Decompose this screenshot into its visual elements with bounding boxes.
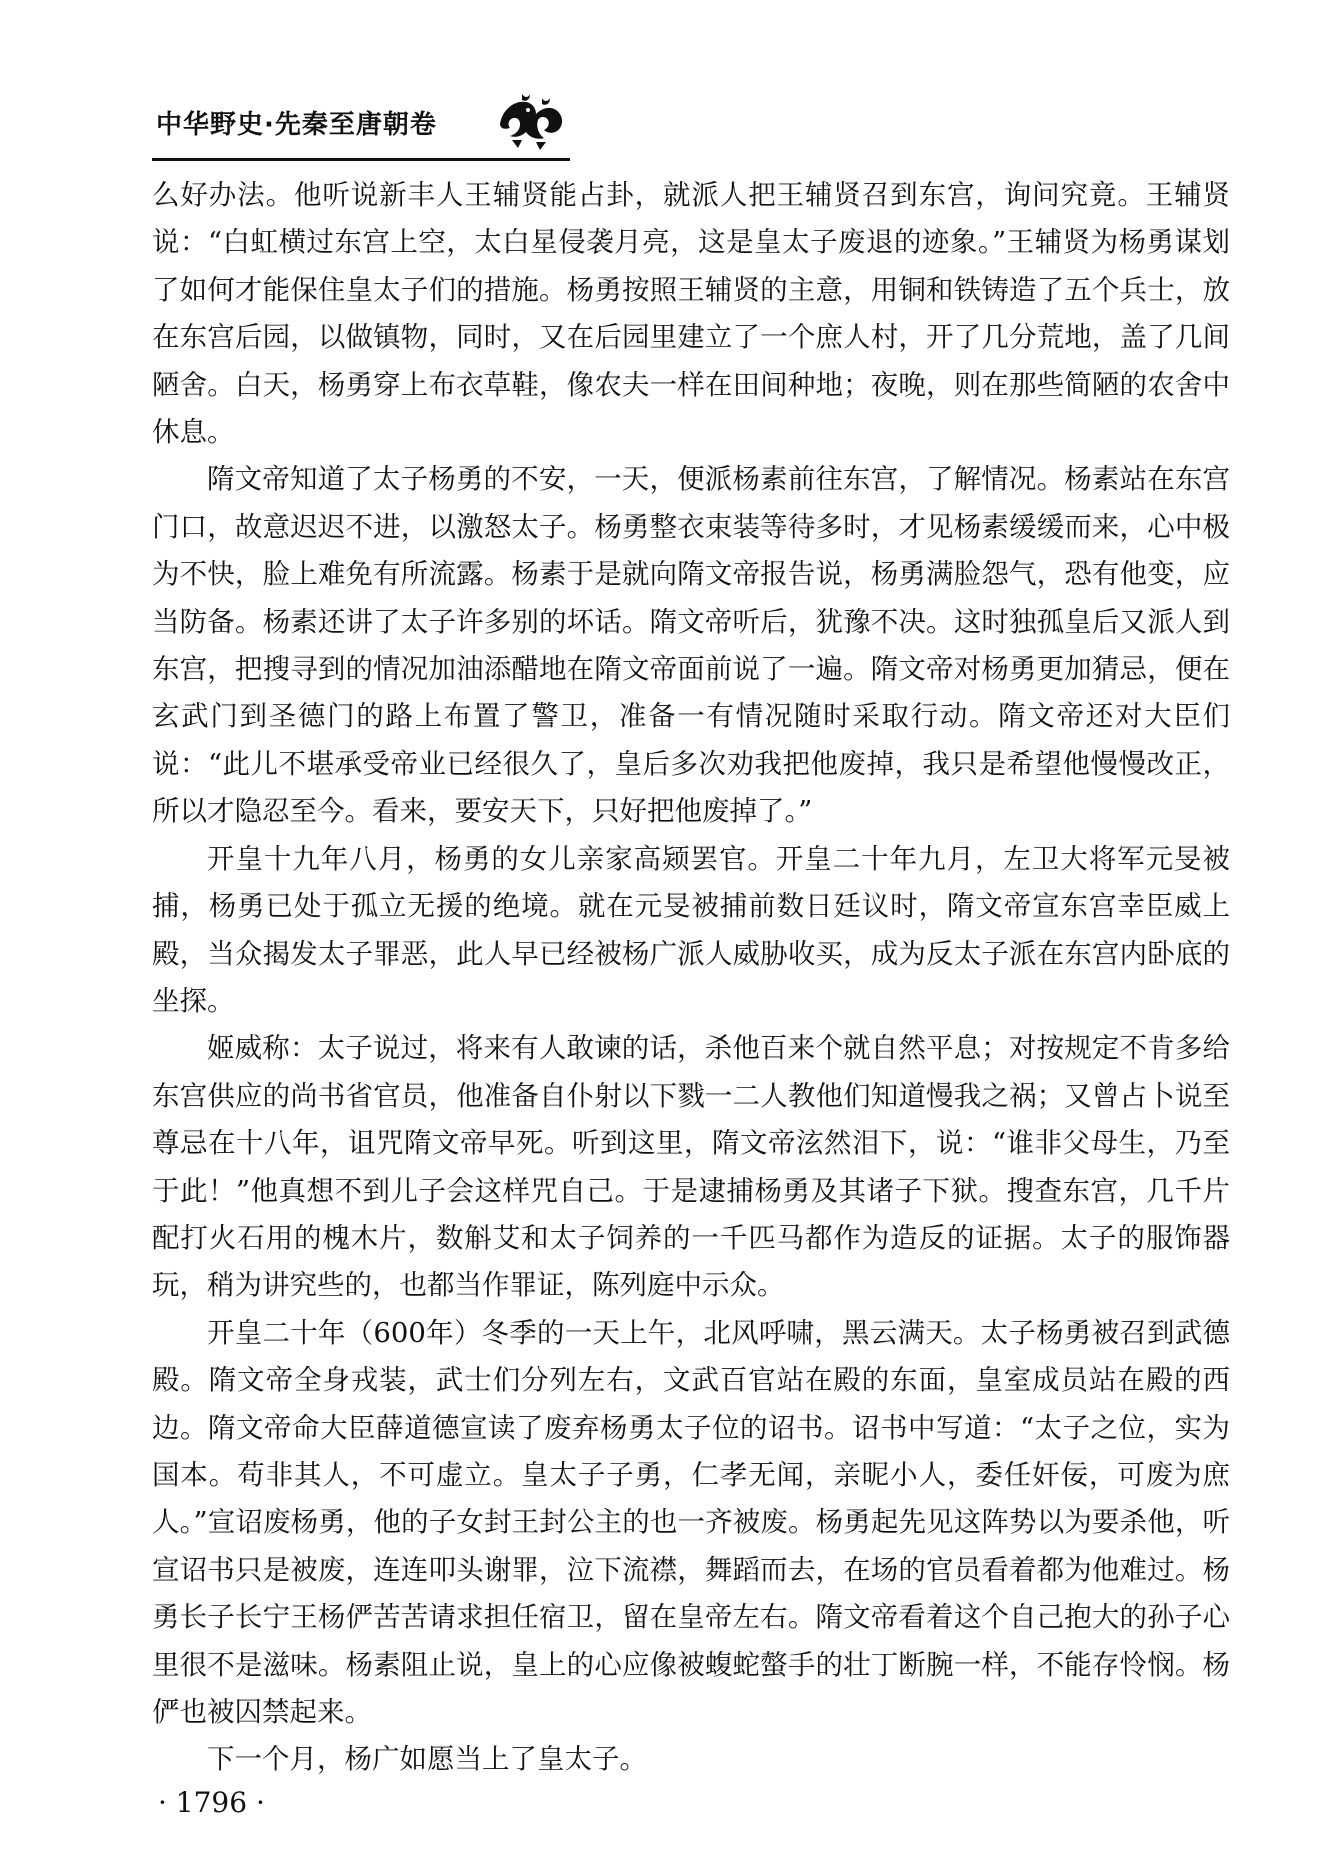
book-title: 中华野史·先秦至唐朝卷 (156, 110, 437, 140)
paragraph: 姬威称：太子说过，将来有人敢谏的话，杀他百来个就自然平息；对按规定不肯多给东宫供应的尚书省官员，他准备自仆射以下戮一二人教他们知道慢我之祸；又曾占卜说至尊忌在十八年，诅咒隋文帝早死。听到这里，隋文帝泫然泪下，说：“谁非父母生，乃至于此！”他真想不到儿子会这样咒自己。于是逮捕杨勇及其诸子下狱。搜查东宫，几千片配打火石用的槐木片，数斛艾和太子饲养的一千匹马都作为造反的证据。太子的服饰器玩，稍为讲究些的，也都当作罪证，陈列庭中示众。 (152, 1032, 1230, 1302)
paragraph: 开皇二十年（600年）冬季的一天上午，北风呼啸，黑云满天。太子杨勇被召到武德殿。隋文帝全身戎装，武士们分列左右，文武百官站在殿的东面，皇室成员站在殿的西边。隋文帝命大臣薛道德宣读了废弃杨勇太子位的诏书。诏书中写道：“太子之位，实为国本。苟非其人，不可虚立。皇太子子勇，仁孝无闻，亲昵小人，委任奸佞，可废为庶人。”宣诏废杨勇，他的子女封王封公主的也一齐被废。杨勇起先见这阵势以为要杀他，听宣诏书只是被废，连连叩头谢罪，泣下流襟，舞蹈而去，在场的官员看着都为他难过。杨勇长子长宁王杨俨苦苦请求担任宿卫，留在皇帝左右。隋文帝看着这个自己抱大的孙子心里很不是滋味。杨素阻止说，皇上的心应像被蝮蛇螫手的壮丁断腕一样，不能存怜悯。杨俨也被囚禁起来。 (152, 1316, 1230, 1728)
paragraph: 下一个月，杨广如愿当上了皇太子。 (207, 1743, 647, 1776)
header-rule (152, 158, 570, 161)
dragon-emblem-icon (492, 90, 570, 152)
paragraph: 么好办法。他听说新丰人王辅贤能占卦，就派人把王辅贤召到东宫，询问究竟。王辅贤说：“白虹横过东宫上空，太白星侵袭月亮，这是皇太子废退的迹象。”王辅贤为杨勇谋划了如何才能保住皇太子们的措施。杨勇按照王辅贤的主意，用铜和铁铸造了五个兵士，放在东宫后园，以做镇物，同时，又在后园里建立了一个庶人村，开了几分荒地，盖了几间陋舍。白天，杨勇穿上布衣草鞋，像农夫一样在田间种地；夜晚，则在那些简陋的农舍中休息。 (152, 179, 1230, 449)
body-text (152, 172, 1230, 1784)
running-header (152, 90, 570, 160)
page-number: · 1796 · (158, 1786, 265, 1819)
paragraph: 开皇十九年八月，杨勇的女儿亲家高颎罢官。开皇二十年九月，左卫大将军元旻被捕，杨勇已处于孤立无援的绝境。就在元旻被捕前数日廷议时，隋文帝宣东宫幸臣威上殿，当众揭发太子罪恶，此人早已经被杨广派人威胁收买，成为反太子派在东宫内卧底的坐探。 (152, 842, 1230, 1017)
paragraph: 隋文帝知道了太子杨勇的不安，一天，便派杨素前往东宫，了解情况。杨素站在东宫门口，故意迟迟不进，以激怒太子。杨勇整衣束装等待多时，才见杨素缓缓而来，心中极为不快，脸上难免有所流露。杨素于是就向隋文帝报告说，杨勇满脸怨气，恐有他变，应当防备。杨素还讲了太子许多别的坏话。隋文帝听后，犹豫不决。这时独孤皇后又派人到东宫，把搜寻到的情况加油添醋地在隋文帝面前说了一遍。隋文帝对杨勇更加猜忌，便在玄武门到圣德门的路上布置了警卫，准备一有情况随时采取行动。隋文帝还对大臣们说：“此儿不堪承受帝业已经很久了，皇后多次劝我把他废掉，我只是希望他慢慢改正，所以才隐忍至今。看来，要安天下，只好把他废掉了。” (152, 463, 1230, 828)
